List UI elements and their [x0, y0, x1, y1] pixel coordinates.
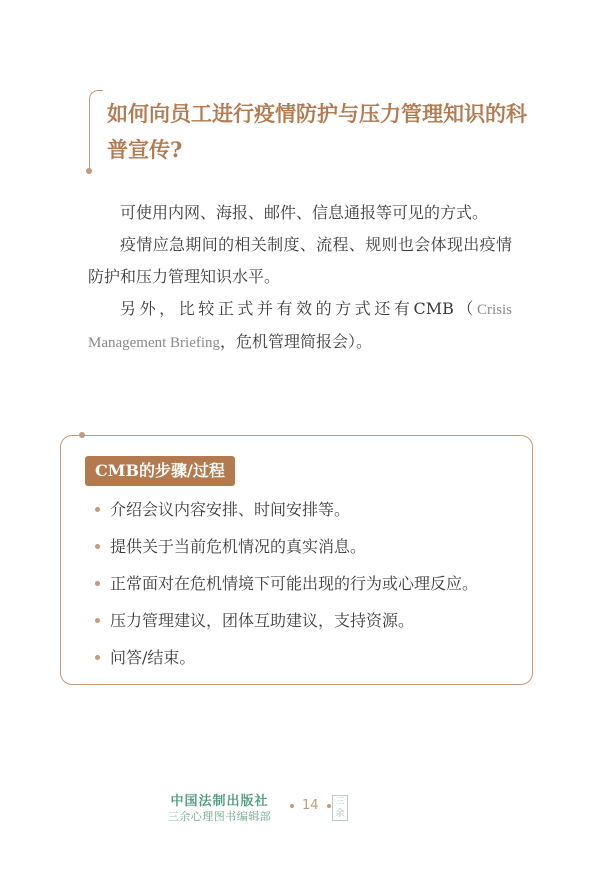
step-item [95, 565, 478, 602]
paragraph-3-lead: 另外，比较正式并有效的方式还有CMB（ [120, 299, 477, 318]
steps-list [95, 491, 478, 676]
step-item-text: 提供关于当前危机情况的真实消息。 [110, 537, 367, 556]
answer-paragraph-2: 疫情应急期间的相关制度、流程、规则也会体现出疫情防护和压力管理知识水平。 [88, 235, 512, 286]
step-item-text: 压力管理建议，团体互助建议，支持资源。 [110, 611, 415, 630]
question-bracket-ornament [89, 90, 103, 172]
bullet-icon [95, 618, 100, 623]
cmb-full-name: Crisis Management Briefing [88, 302, 512, 351]
step-item-text: 正常面对在危机情境下可能出现的行为或心理反应。 [110, 574, 479, 593]
bullet-icon [95, 655, 100, 660]
step-item [95, 491, 478, 528]
bullet-icon [95, 507, 100, 512]
page-dot-icon [327, 804, 331, 808]
step-item [95, 639, 478, 676]
publisher-block [162, 794, 277, 824]
question-heading: 如何向员工进行疫情防护与压力管理知识的科普宣传? [107, 101, 527, 162]
step-item-text: 介绍会议内容安排、时间安排等。 [110, 500, 351, 519]
page-number-block [282, 798, 339, 813]
answer-paragraph-1: 可使用内网、海报、邮件、信息通报等可见的方式。 [120, 203, 489, 222]
steps-box-dot [79, 432, 85, 438]
paragraph-3-tail: ，危机管理简报会）。 [220, 332, 373, 351]
publisher-name: 中国法制出版社 [170, 794, 269, 809]
step-item [95, 528, 478, 565]
publisher-department: 三余心理图书编辑部 [167, 810, 272, 823]
publisher-seal-icon: 三余 [332, 795, 348, 821]
answer-paragraph-3 [88, 293, 512, 359]
answer-body [88, 197, 512, 359]
page-dot-icon [290, 804, 294, 808]
steps-title: CMB的步骤/过程 [85, 456, 235, 486]
step-item [95, 602, 478, 639]
page-number: 14 [302, 798, 319, 813]
bullet-icon [95, 581, 100, 586]
step-item-text: 问答/结束。 [110, 648, 196, 667]
bullet-icon [95, 544, 100, 549]
question-bracket-dot [86, 168, 92, 174]
